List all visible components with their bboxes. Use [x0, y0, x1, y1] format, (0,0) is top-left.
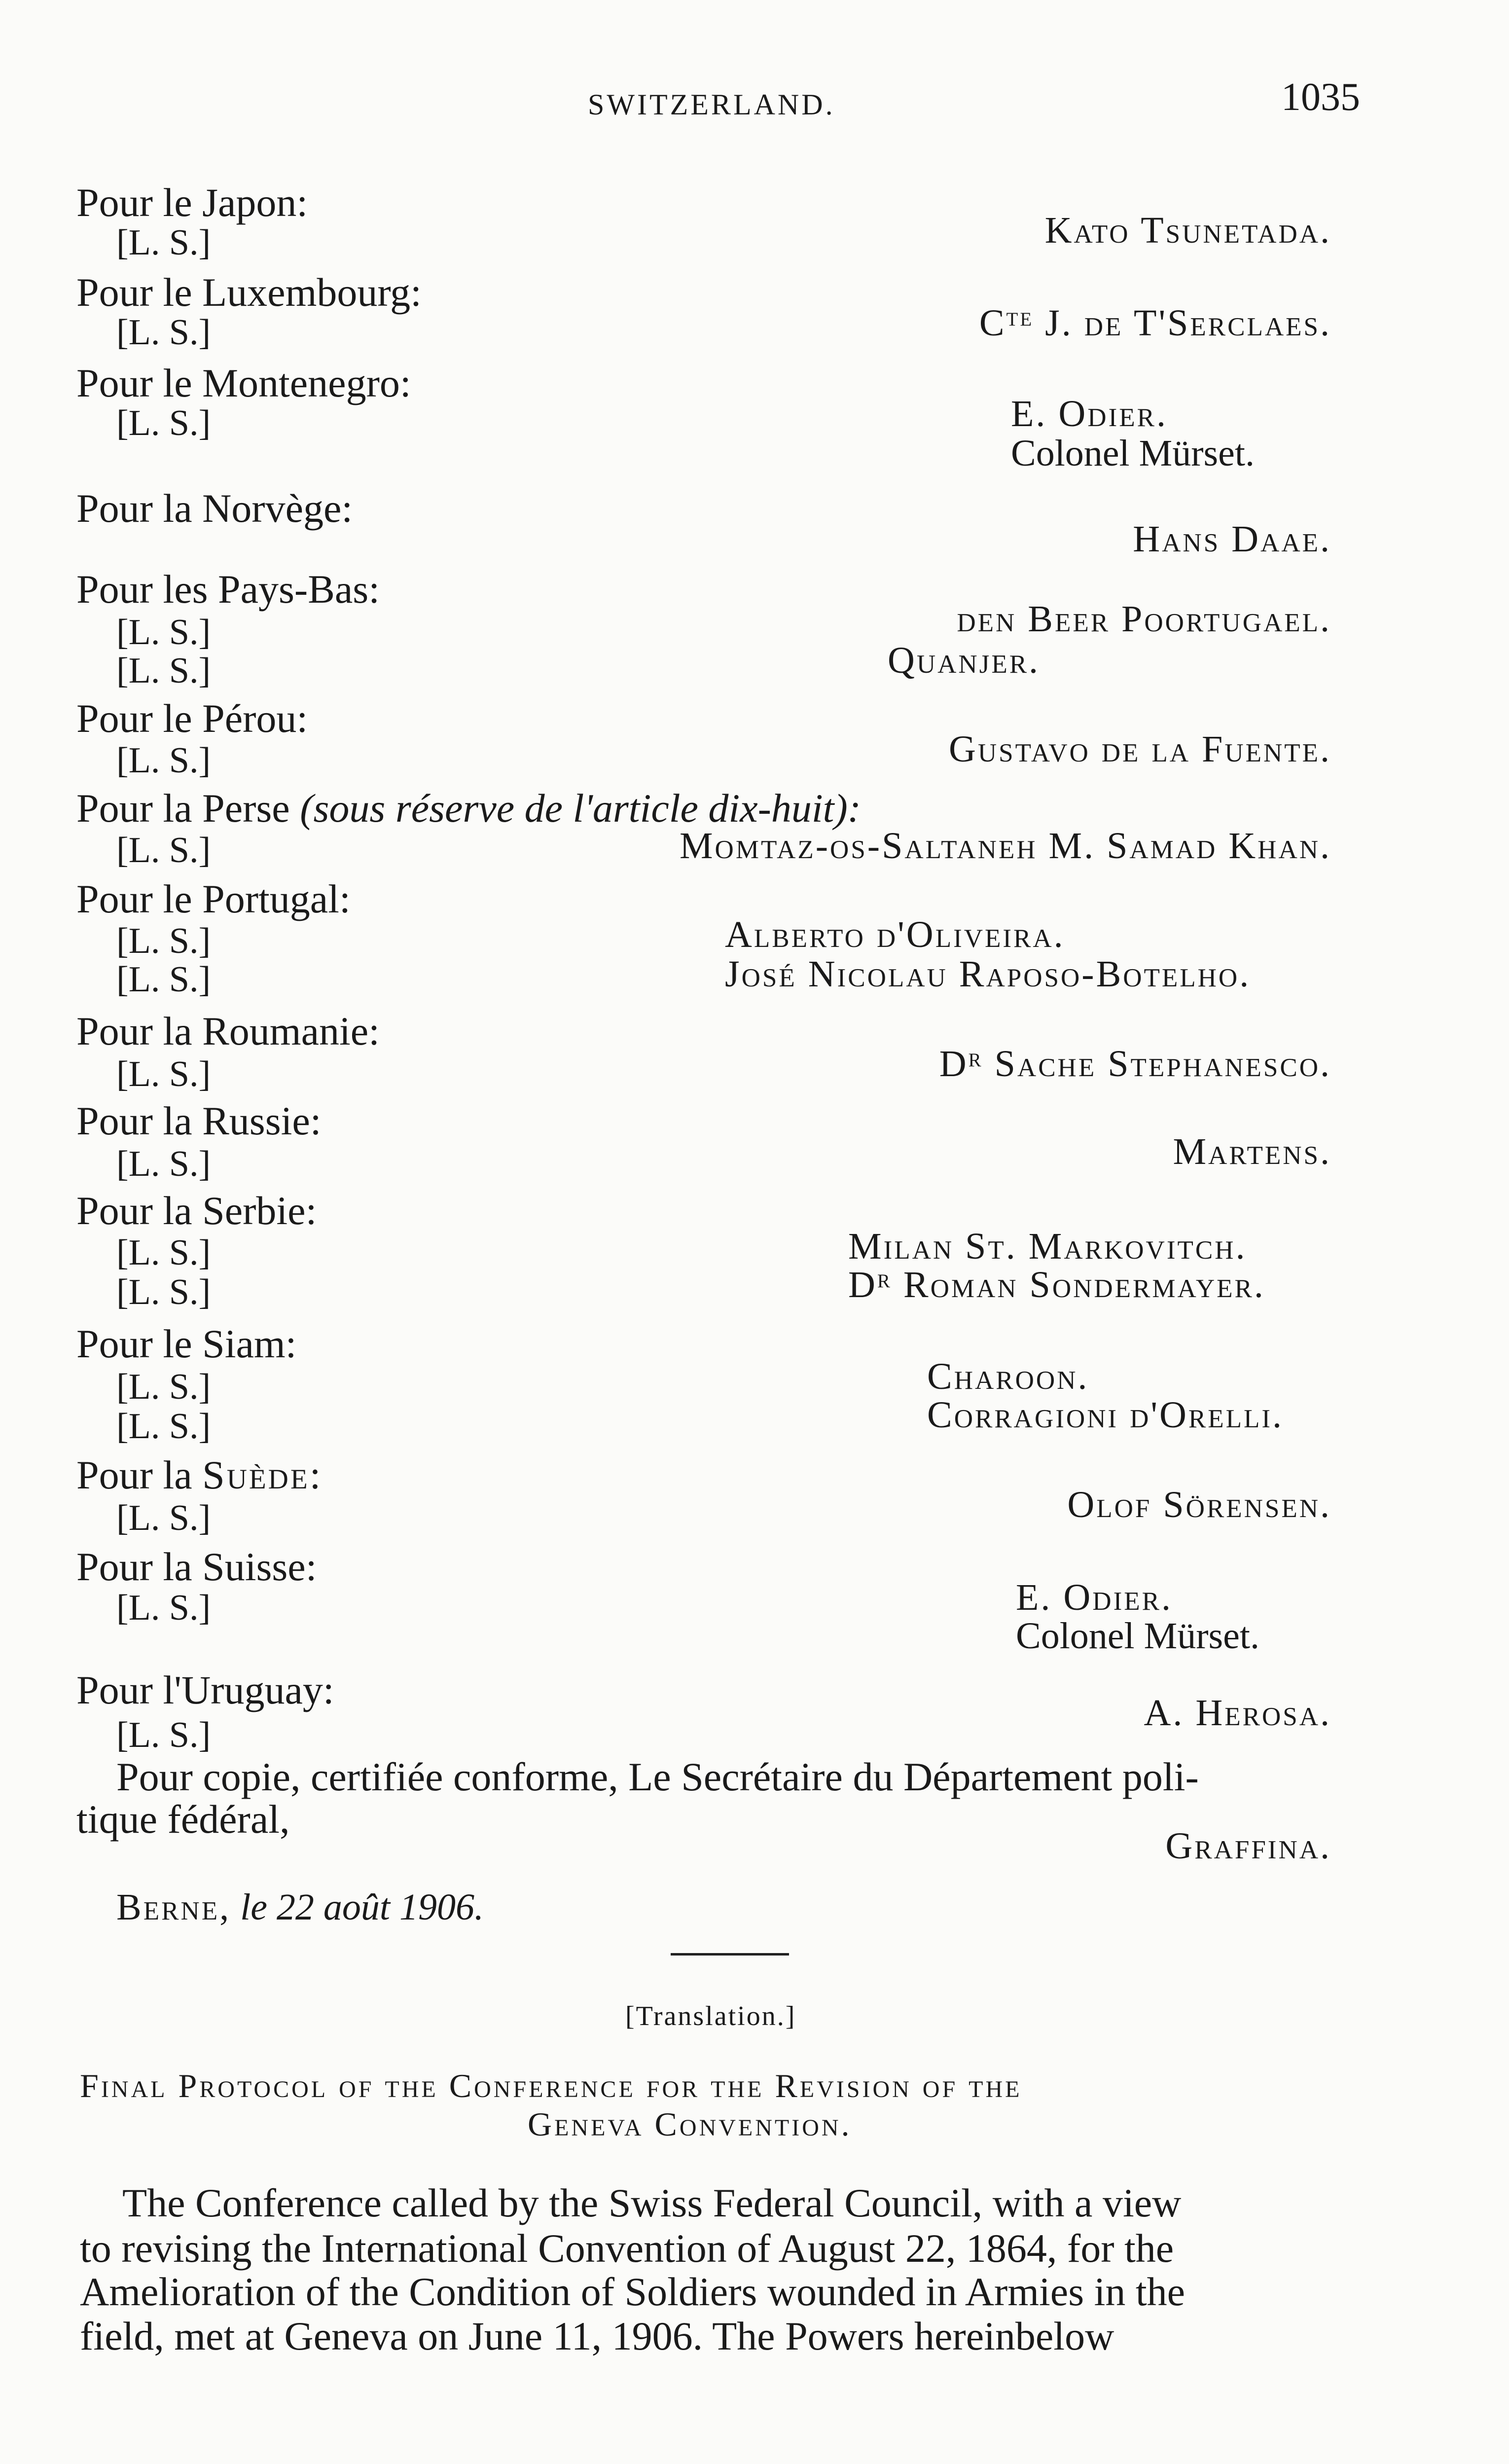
country-label-russie: Pour la Russie:	[76, 1098, 322, 1143]
document-title-line-1: Final Protocol of the Conference for the Revision of the	[80, 2067, 1022, 2104]
country-label-japon: Pour le Japon:	[76, 180, 308, 225]
translation-note: [Translation.]	[625, 2001, 796, 2031]
country-label-norvege: Pour la Norvège:	[76, 486, 353, 531]
country-label-luxembourg: Pour le Luxembourg:	[76, 270, 422, 315]
country-label-perse: Pour la Perse (sous réserve de l'article dix-huit):	[76, 786, 862, 831]
section-divider	[671, 1953, 789, 1956]
seal-mark: [L. S.]	[116, 1498, 211, 1538]
signatory-suisse-1: E. Odier.	[1016, 1577, 1173, 1618]
signatory-suisse-2: Colonel Mürset.	[1016, 1615, 1259, 1657]
seal-mark: [L. S.]	[116, 1272, 211, 1312]
certification-line-1: Pour copie, certifiée conforme, Le Secrétaire du Département poli-	[116, 1754, 1199, 1799]
seal-mark: [L. S.]	[116, 1054, 211, 1094]
signatory-russie: Martens.	[1173, 1131, 1331, 1172]
country-label-suisse: Pour la Suisse:	[76, 1544, 317, 1589]
seal-mark: [L. S.]	[116, 1588, 211, 1628]
country-label-roumanie: Pour la Roumanie:	[76, 1009, 380, 1053]
signatory-siam-2: Corragioni d'Orelli.	[927, 1394, 1284, 1436]
seal-mark: [L. S.]	[116, 651, 211, 691]
place-date: Berne, le 22 août 1906.	[116, 1886, 484, 1928]
document-title-line-2: Geneva Convention.	[528, 2105, 852, 2143]
signatory-japon: Kato Tsunetada.	[1044, 210, 1331, 251]
signatory-siam-1: Charoon.	[927, 1356, 1089, 1397]
signatory-norvege: Hans Daae.	[1133, 518, 1331, 560]
signatory-roumanie: $D^r$ Sache Stephanesco.	[939, 1042, 1331, 1085]
country-label-pays-bas: Pour les Pays-Bas:	[76, 567, 380, 612]
seal-mark: [L. S.]	[116, 403, 211, 443]
signatory-suede: Olof Sörensen.	[1067, 1484, 1331, 1525]
country-label-siam: Pour le Siam:	[76, 1321, 297, 1366]
country-label-uruguay: Pour l'Uruguay:	[76, 1667, 334, 1712]
body-line-3: Amelioration of the Condition of Soldiers wounded in Armies in the	[80, 2269, 1186, 2314]
signatory-serbie-1: Milan St. Markovitch.	[848, 1226, 1247, 1267]
body-line-4: field, met at Geneva on June 11, 1906. The Powers hereinbelow	[80, 2314, 1114, 2358]
running-title: SWITZERLAND.	[588, 88, 835, 121]
seal-mark: [L. S.]	[116, 1232, 211, 1273]
seal-mark: [L. S.]	[116, 959, 211, 1000]
seal-mark: [L. S.]	[116, 612, 211, 652]
page-number: 1035	[1281, 75, 1360, 119]
signatory-pays-bas-2: Quanjer.	[888, 640, 1041, 681]
signatory-montenegro-2: Colonel Mürset.	[1011, 433, 1255, 474]
seal-mark: [L. S.]	[116, 1715, 211, 1755]
signatory-serbie-2: $D^r$ Roman Sondermayer.	[848, 1263, 1265, 1305]
signatory-luxembourg: $C^{te}$ J. de T'Serclaes.	[979, 301, 1331, 344]
seal-mark: [L. S.]	[116, 1406, 211, 1447]
signatory-uruguay: A. Herosa.	[1144, 1692, 1331, 1734]
signatory-pays-bas-1: den Beer Poortugael.	[957, 598, 1331, 640]
seal-mark: [L. S.]	[116, 830, 211, 870]
country-label-serbie: Pour la Serbie:	[76, 1188, 317, 1233]
country-label-perou: Pour le Pérou:	[76, 696, 308, 741]
body-line-1: The Conference called by the Swiss Federal Council, with a view	[122, 2180, 1182, 2225]
signatory-portugal-1: Alberto d'Oliveira.	[725, 914, 1065, 955]
body-line-2: to revising the International Convention of August 22, 1864, for the	[80, 2226, 1174, 2271]
seal-mark: [L. S.]	[116, 740, 211, 781]
seal-mark: [L. S.]	[116, 222, 211, 263]
country-label-montenegro: Pour le Montenegro:	[76, 361, 411, 405]
certification-line-2: tique fédéral,	[76, 1797, 290, 1842]
seal-mark: [L. S.]	[116, 1367, 211, 1407]
country-label-portugal: Pour le Portugal:	[76, 876, 351, 921]
signatory-perse: Momtaz-os-Saltaneh M. Samad Khan.	[679, 825, 1331, 867]
signatory-perou: Gustavo de la Fuente.	[949, 728, 1331, 770]
signatory-montenegro-1: E. Odier.	[1011, 393, 1168, 435]
seal-mark: [L. S.]	[116, 312, 211, 353]
seal-mark: [L. S.]	[116, 1144, 211, 1184]
seal-mark: [L. S.]	[116, 921, 211, 961]
signatory-portugal-2: José Nicolau Raposo-Botelho.	[725, 953, 1251, 995]
certification-signatory: Graffina.	[1165, 1825, 1331, 1867]
country-label-suede: Pour la Suède:	[76, 1452, 321, 1497]
